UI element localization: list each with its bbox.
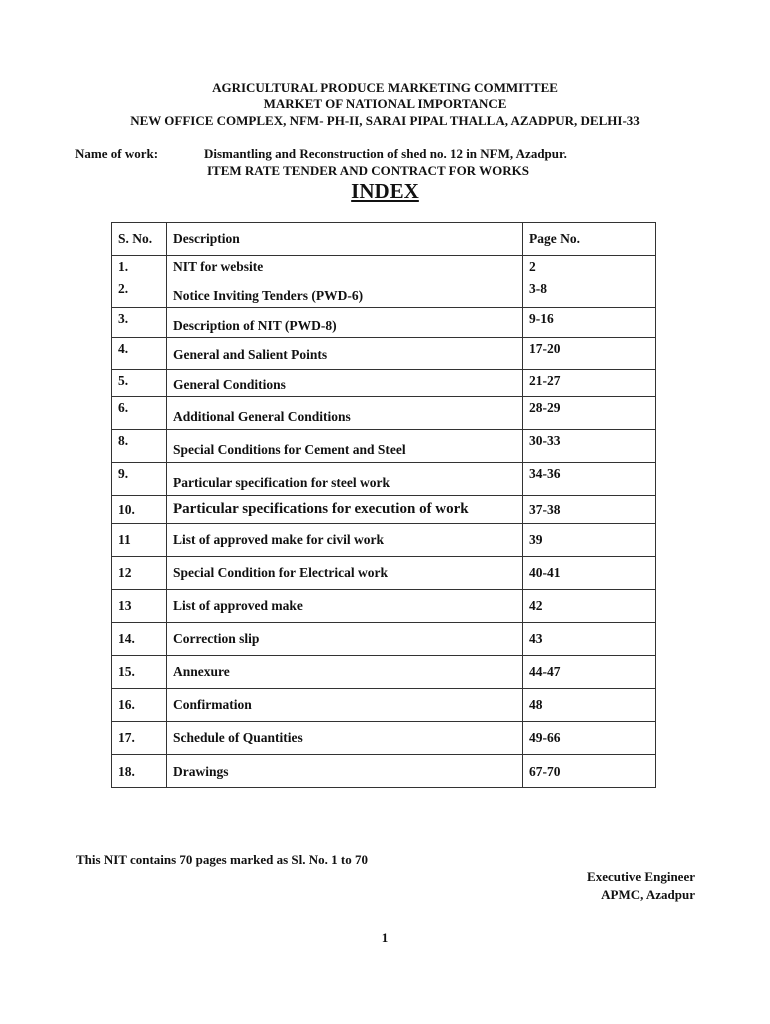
row-sno: 6. [112, 397, 167, 430]
row-description: General and Salient Points [167, 338, 523, 370]
signatory-title: Executive Engineer [587, 869, 695, 884]
row-sno: 17. [112, 722, 167, 755]
table-row [112, 689, 656, 722]
row-page: 2 [523, 256, 656, 278]
row-description: Special Condition for Electrical work [167, 557, 523, 590]
table-row [112, 755, 656, 788]
row-page: 49-66 [523, 722, 656, 755]
row-description: List of approved make for civil work [167, 524, 523, 557]
table-row [112, 590, 656, 623]
row-sno: 16. [112, 689, 167, 722]
row-page: 9-16 [523, 308, 656, 338]
row-description: Particular specification for steel work [167, 463, 523, 496]
row-sno: 18. [112, 755, 167, 788]
row-page: 30-33 [523, 430, 656, 463]
row-sno: 1. [112, 256, 167, 278]
header-page: Page No. [523, 223, 656, 256]
header-line-3: NEW OFFICE COMPLEX, NFM- PH-II, SARAI PIPAL THALLA, AZADPUR, DELHI-33 [130, 113, 640, 128]
row-description: General Conditions [167, 370, 523, 397]
row-sno: 10. [112, 496, 167, 524]
row-sno: 13 [112, 590, 167, 623]
table-row [112, 623, 656, 656]
row-description: Correction slip [167, 623, 523, 656]
table-row [112, 524, 656, 557]
name-of-work-label: Name of work: [75, 146, 159, 161]
table-row [112, 370, 656, 397]
table-row [112, 397, 656, 430]
table-row [112, 557, 656, 590]
row-page: 39 [523, 524, 656, 557]
table-row [112, 722, 656, 755]
row-page: 37-38 [523, 496, 656, 524]
row-page: 40-41 [523, 557, 656, 590]
name-of-work-value: Dismantling and Reconstruction of shed no. 12 in NFM, Azadpur. [204, 146, 567, 161]
page-count-note: This NIT contains 70 pages marked as Sl. No. 1 to 70 [76, 852, 368, 867]
row-page: 42 [523, 590, 656, 623]
row-page: 28-29 [523, 397, 656, 430]
table-row [112, 278, 656, 308]
table-row [112, 256, 656, 278]
header-description: Description [167, 223, 523, 256]
table-row [112, 656, 656, 689]
row-sno: 8. [112, 430, 167, 463]
signature-block [587, 868, 695, 904]
row-description: Description of NIT (PWD-8) [167, 308, 523, 338]
row-description: Drawings [167, 755, 523, 788]
header-line-2: MARKET OF NATIONAL IMPORTANCE [263, 96, 507, 111]
table-row [112, 430, 656, 463]
row-sno: 14. [112, 623, 167, 656]
page-title: INDEX [351, 179, 419, 203]
row-sno: 5. [112, 370, 167, 397]
row-description: Special Conditions for Cement and Steel [167, 430, 523, 463]
row-description: List of approved make [167, 590, 523, 623]
row-sno: 11 [112, 524, 167, 557]
index-table [111, 222, 656, 788]
table-row [112, 463, 656, 496]
row-description: NIT for website [167, 256, 523, 278]
tender-type: ITEM RATE TENDER AND CONTRACT FOR WORKS [207, 163, 529, 178]
row-description: Particular specifications for execution of work [167, 496, 523, 524]
row-page: 34-36 [523, 463, 656, 496]
row-page: 48 [523, 689, 656, 722]
row-page: 17-20 [523, 338, 656, 370]
row-page: 3-8 [523, 278, 656, 308]
row-sno: 15. [112, 656, 167, 689]
row-description: Additional General Conditions [167, 397, 523, 430]
table-row [112, 338, 656, 370]
table-row [112, 308, 656, 338]
row-description: Confirmation [167, 689, 523, 722]
table-header-row [112, 223, 656, 256]
row-sno: 2. [112, 278, 167, 308]
row-sno: 4. [112, 338, 167, 370]
header-line-1: AGRICULTURAL PRODUCE MARKETING COMMITTEE [212, 80, 558, 95]
table-row [112, 496, 656, 524]
row-description: Annexure [167, 656, 523, 689]
signatory-office: APMC, Azadpur [601, 887, 695, 902]
page-number: 1 [381, 930, 389, 945]
header-sno: S. No. [112, 223, 167, 256]
row-page: 43 [523, 623, 656, 656]
row-page: 21-27 [523, 370, 656, 397]
row-page: 67-70 [523, 755, 656, 788]
row-sno: 12 [112, 557, 167, 590]
row-page: 44-47 [523, 656, 656, 689]
row-sno: 9. [112, 463, 167, 496]
row-description: Schedule of Quantities [167, 722, 523, 755]
row-description: Notice Inviting Tenders (PWD-6) [167, 278, 523, 308]
row-sno: 3. [112, 308, 167, 338]
